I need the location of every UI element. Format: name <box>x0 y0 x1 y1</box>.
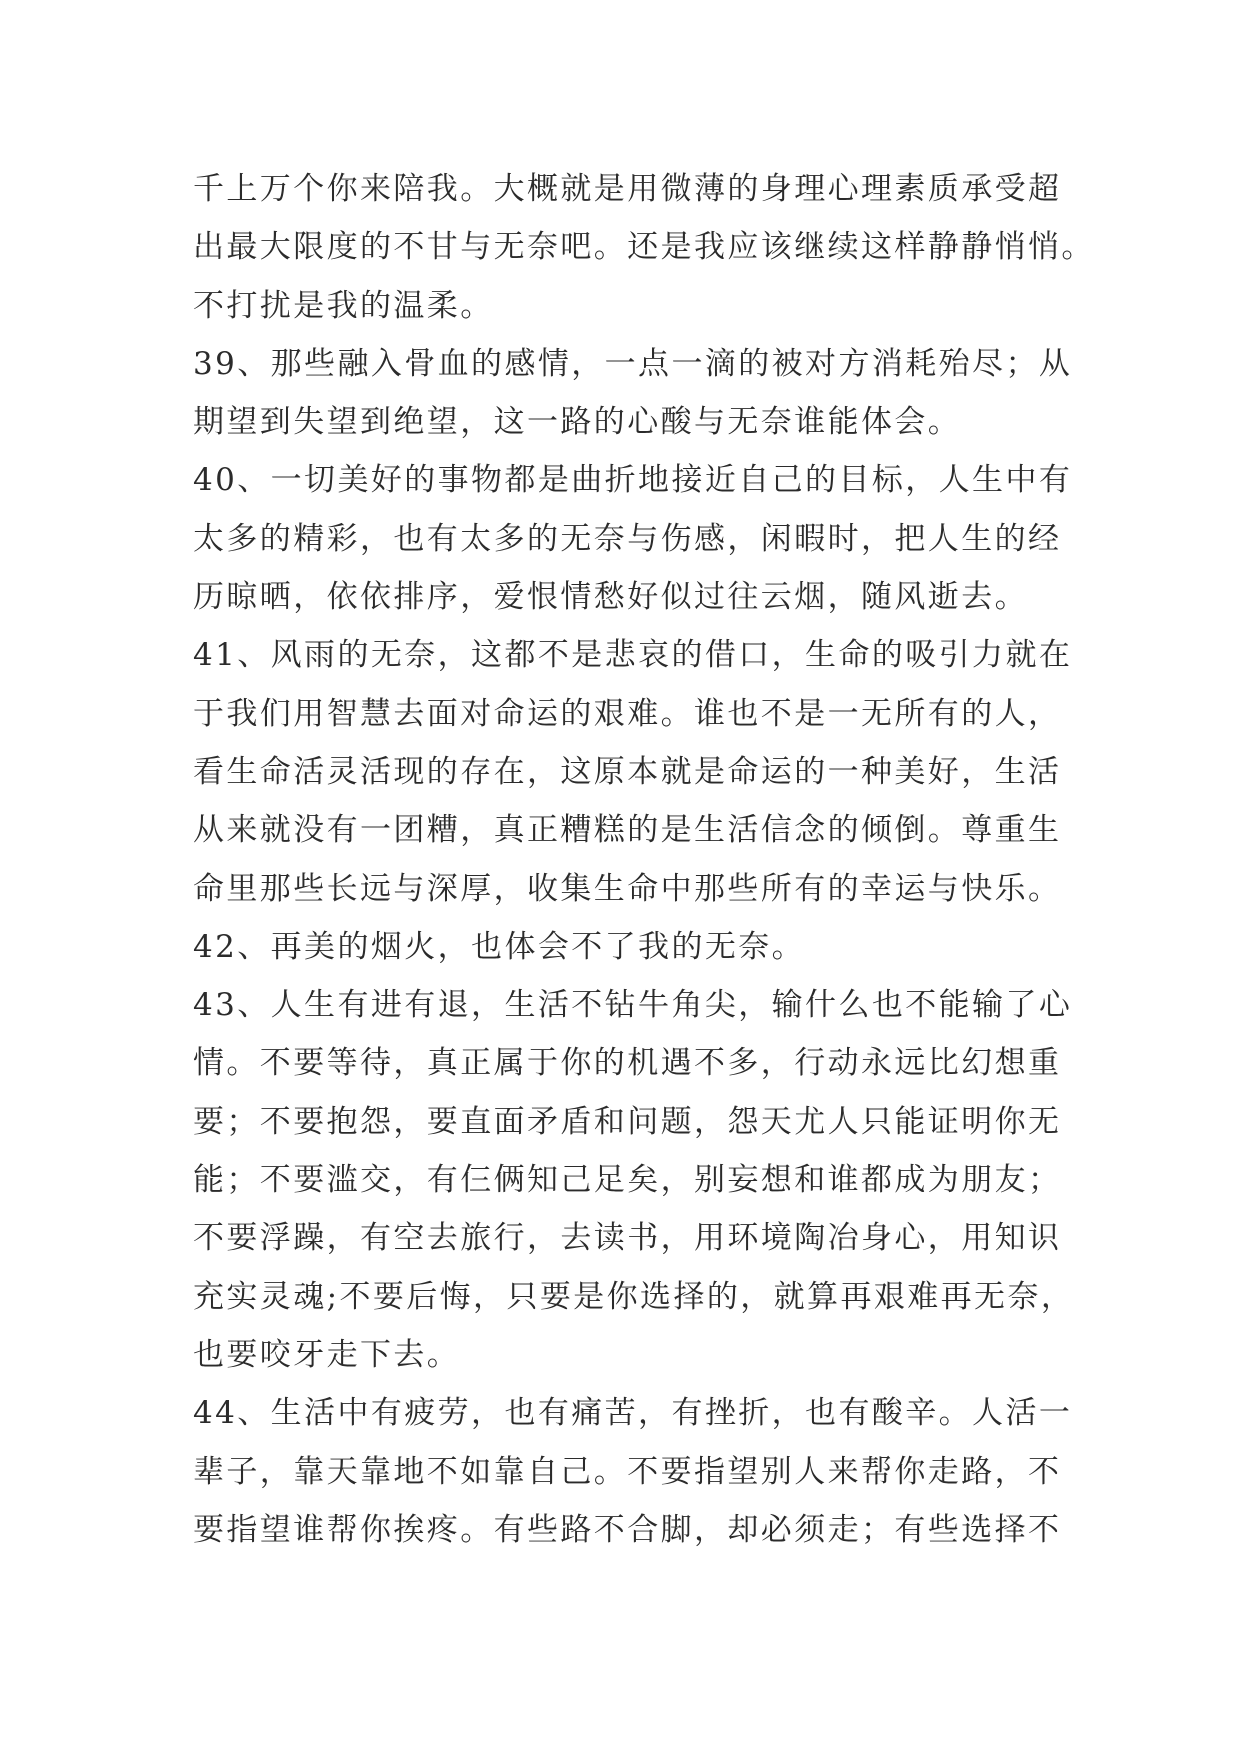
text-line: 能；不要滥交，有仨俩知己足矣，别妄想和谁都成为朋友； <box>193 1162 1062 1199</box>
text-line: 要；不要抱怨，要直面矛盾和问题，怨天尤人只能证明你无 <box>193 1103 1062 1140</box>
text-line: 历晾晒，依依排序，爱恨情愁好似过往云烟，随风逝去。 <box>193 579 1028 616</box>
text-line: 充实灵魂;不要后悔，只要是你选择的，就算再艰难再无奈， <box>193 1278 1075 1315</box>
text-line: 43、人生有进有退，生活不钻牛角尖，输什么也不能输了心 <box>193 987 1073 1024</box>
text-line: 要指望谁帮你挨疼。有些路不合脚，却必须走；有些选择不 <box>193 1511 1062 1548</box>
text-line: 情。不要等待，真正属于你的机遇不多，行动永远比幻想重 <box>193 1045 1062 1082</box>
text-line: 看生命活灵活现的存在，这原本就是命运的一种美好，生活 <box>193 753 1062 790</box>
body-text <box>193 160 1093 1559</box>
text-line: 期望到失望到绝望，这一路的心酸与无奈谁能体会。 <box>193 404 962 441</box>
text-line: 也要咬牙走下去。 <box>193 1336 461 1373</box>
text-line: 41、风雨的无奈，这都不是悲哀的借口，生命的吸引力就在 <box>193 637 1073 674</box>
text-line: 不打扰是我的温柔。 <box>193 287 494 324</box>
text-line: 42、再美的烟火，也体会不了我的无奈。 <box>193 928 806 965</box>
text-line: 44、生活中有疲劳，也有痛苦，有挫折，也有酸辛。人活一 <box>193 1395 1073 1432</box>
text-line: 从来就没有一团糟，真正糟糕的是生活信念的倾倒。尊重生 <box>193 812 1062 849</box>
text-line: 太多的精彩，也有太多的无奈与伤感，闲暇时，把人生的经 <box>193 520 1062 557</box>
text-line: 于我们用智慧去面对命运的艰难。谁也不是一无所有的人， <box>193 695 1062 732</box>
text-line: 命里那些长远与深厚，收集生命中那些所有的幸运与快乐。 <box>193 870 1062 907</box>
text-line: 39、那些融入骨血的感情，一点一滴的被对方消耗殆尽；从 <box>193 345 1073 382</box>
text-line: 辈子，靠天靠地不如靠自己。不要指望别人来帮你走路，不 <box>193 1453 1062 1490</box>
text-line: 千上万个你来陪我。大概就是用微薄的身理心理素质承受超 <box>193 171 1062 207</box>
text-line: 40、一切美好的事物都是曲折地接近自己的目标，人生中有 <box>193 462 1073 499</box>
text-line: 不要浮躁，有空去旅行，去读书，用环境陶冶身心，用知识 <box>193 1220 1062 1257</box>
text-line: 出最大限度的不甘与无奈吧。还是我应该继续这样静静悄悄。 <box>193 229 1095 266</box>
